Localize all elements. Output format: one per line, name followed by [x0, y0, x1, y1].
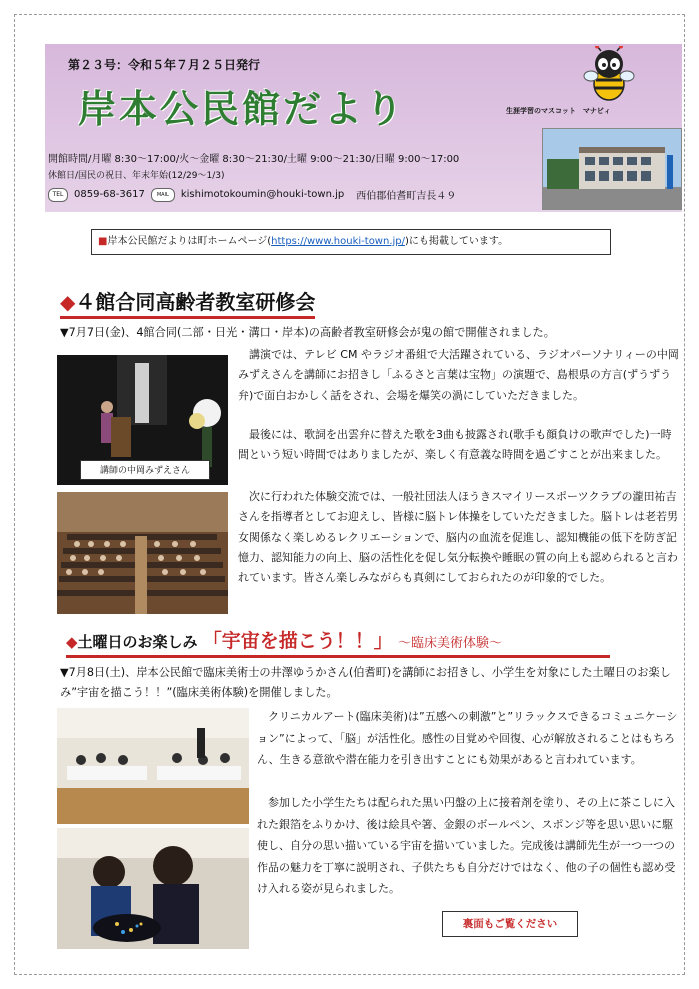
phone-icon: TEL — [48, 188, 68, 202]
community-hall-photo — [542, 128, 682, 210]
see-back-page-note: 裏面もご覧ください — [442, 911, 578, 937]
mascot-bee-icon — [583, 46, 635, 104]
contact-line — [48, 187, 456, 202]
section2-marker: ◆ — [66, 633, 78, 651]
issue-line: 第２３号：令和５年７月２５日発行 — [68, 58, 261, 72]
lecturer-caption: 講師の中岡みずえさん — [80, 460, 210, 480]
opening-hours: 開館時間/月曜 8:30～17:00/火～金曜 8:30～21:30/土曜 9:00～21:30/日曜 9:00～17:00 — [48, 154, 460, 165]
section1-paragraph2: 最後には、歌詞を出雲弁に替えた歌を3曲も披露され(歌手も顔負けの歌声でした)一時間という短い時間ではありましたが、楽しく有意義な時間を過ごすことが出来ました。 — [238, 428, 672, 462]
children-painting-photo — [57, 828, 249, 949]
website-link[interactable]: https://www.houki-town.jp/ — [271, 236, 405, 247]
section2-heading — [66, 626, 610, 658]
closed-days: 休館日/国民の祝日、年末年始(12/29～1/3) — [48, 171, 225, 181]
email-address[interactable]: kishimotokoumin@houki-town.jp — [180, 189, 345, 200]
phone-number[interactable]: 0859-68-3617 — [74, 189, 145, 200]
mail-icon: MAIL — [151, 188, 175, 202]
section2-title-main: 「宇宙を描こう！！」 — [202, 630, 393, 652]
newsletter-title: 岸本公民館だより — [78, 87, 407, 131]
section1-lead: ▼7月7日(金)、4館合同(二部・日光・溝口・岸本)の高齢者教室研修会が鬼の館で開催されました。 — [60, 326, 555, 339]
section1-paragraph1: 講演では、テレビ CM やラジオ番組で大活躍されている、ラジオパーソナリィーの中岡みずえさんを講師にお招きし「ふるさと言葉は宝物」の演題で、島根県の方言(ずうずう弁)で面白おかしく話をされ、会場を爆笑の渦にしていただきました。 — [238, 348, 679, 402]
website-notice — [91, 229, 611, 255]
notice-prefix: 岸本公民館だよりは町ホームページ( — [107, 236, 272, 247]
art-class-room-photo — [57, 708, 249, 824]
address: 西伯郡伯耆町吉長４９ — [356, 191, 457, 202]
section1-paragraph3: 次に行われた体験交流では、一般社団法人ほうきスマイリースポーツクラブの瀧田祐吉さんを指導者としてお迎えし、皆様に脳トレ体操をしていただきました。脳トレは老若男女関係なく楽しめるレクリエーションで、脳内の血流を促進し、認知機能の低下を防ぎ記憶力、認知能力の向上、脳の活性化を促し気分転換や睡眠の質の向上も認められると言われています。皆さん楽しみながらも真剣にしておられたのが印象的でした。 — [238, 490, 678, 585]
section1-heading — [60, 286, 315, 319]
mascot-caption: 生涯学習のマスコット マナビィ — [506, 107, 611, 115]
section2-paragraph1: クリニカルアート(臨床美術)は”五感への刺激”と”リラックスできるコミュニケーション”によって、「脳」が活性化。感性の目覚めや回復、心が解放されることはもちろん、生きる意欲や潜在能力を引き出すことにも効果があると言われています。 — [257, 710, 678, 767]
section2-lead: ▼7月8日(土)、岸本公民館で臨床美術士の井澤ゆうかさん(伯耆町)を講師にお招きし、小学生を対象にした土曜日のお楽しみ”宇宙を描こう！！”(臨床美術体験)を開催しました。 — [60, 666, 671, 699]
section2-paragraph2: 参加した小学生たちは配られた黒い円盤の上に接着剤を塗り、その上に茶こしに入れた銀箔をふりかけ、後は絵具や箸、金銀のボールペン、スポンジ等を思い思いに駆使し、自分の思い描いている宇宙を描いていました。完成後は講師先生が一つ一つの作品の魅力を丁寧に説明され、子供たちも自分だけではなく、他の子の個性も認め受け入れる姿が見られました。 — [257, 796, 676, 896]
section2-title-pre: 土曜日のお楽しみ — [77, 633, 198, 651]
section2-subtitle: ～臨床美術体験～ — [398, 636, 503, 651]
section1-marker: ◆ — [60, 290, 76, 314]
notice-suffix: )にも掲載しています。 — [405, 236, 509, 247]
notice-marker: ■ — [98, 236, 108, 247]
section1-title: ４館合同高齢者教室研修会 — [75, 290, 316, 314]
audience-photo — [57, 492, 228, 614]
